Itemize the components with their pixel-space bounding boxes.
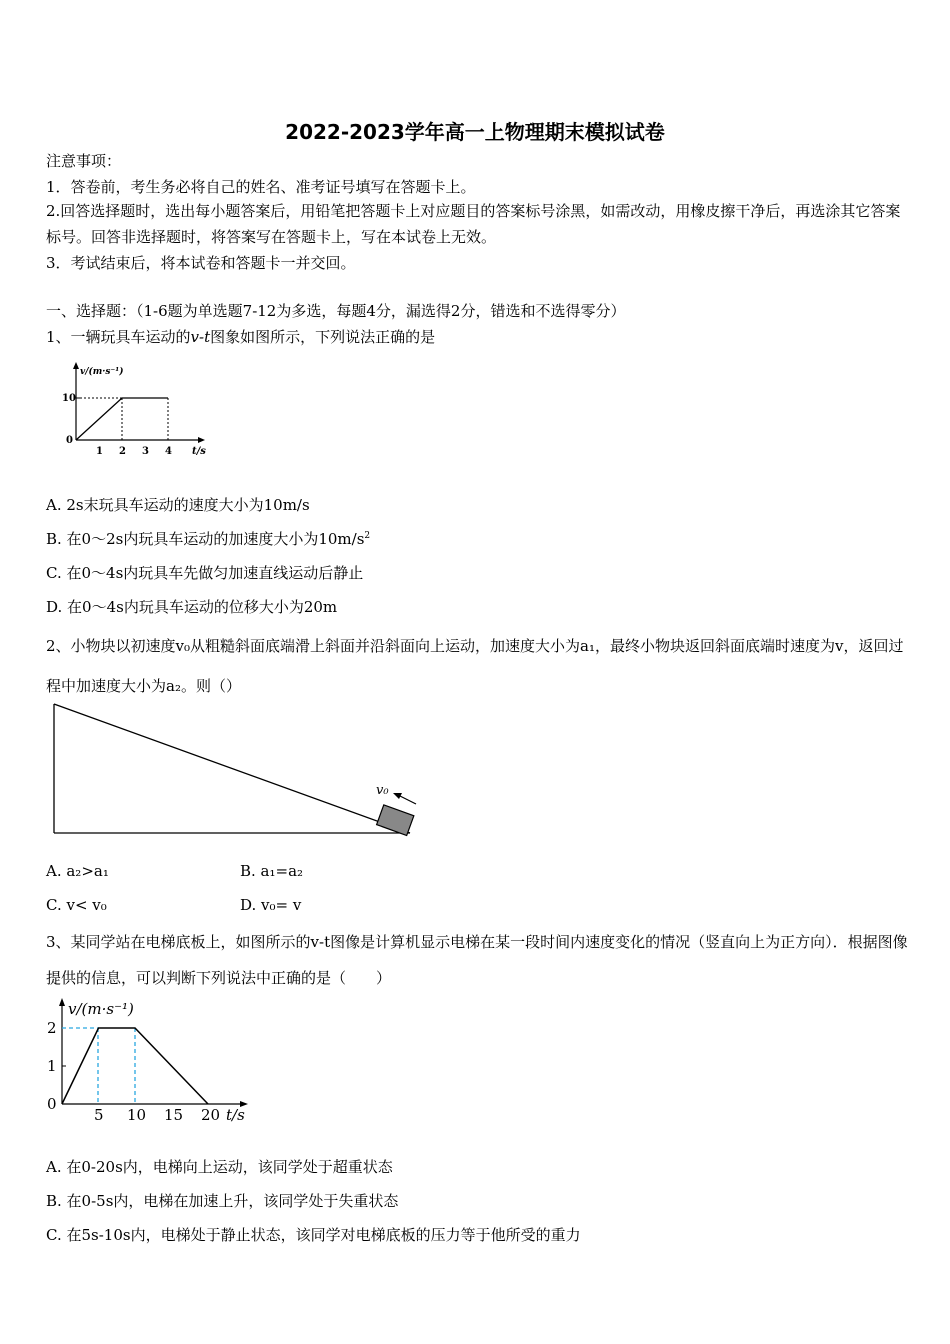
page-title: 2022-2023学年高一上物理期末模拟试卷 <box>285 120 665 144</box>
q3-y-arrow <box>59 998 65 1006</box>
sliding-block <box>377 805 414 836</box>
q1-option-d: D. 在0～4s内玩具车运动的位移大小为20m <box>46 598 338 616</box>
q3-x-tick-5: 5 <box>94 1106 104 1124</box>
q1-stem-suffix: 图象如图所示，下列说法正确的是 <box>210 328 436 346</box>
q2-incline-figure <box>52 700 422 840</box>
q1-x-tick-3: 3 <box>142 446 149 457</box>
q1-vt-graph <box>62 360 212 460</box>
notice-item-2: 2.回答选择题时，选出每小题答案后，用铅笔把答题卡上对应题目的答案标号涂黑，如需改动，用橡皮擦干净后，再选涂其它答案标号。回答非选择题时，将答案写在答题卡上，写在本试卷上无效。 <box>46 202 901 246</box>
q3-vt-graph <box>44 996 254 1126</box>
q3-x-tick-15: 15 <box>164 1106 184 1124</box>
q3-x-tick-10: 10 <box>127 1106 147 1124</box>
q1-option-b <box>46 528 370 549</box>
q1-y-tick-10: 10 <box>62 393 76 404</box>
q2-velocity-arrow <box>398 795 416 804</box>
incline-slope <box>54 704 410 833</box>
q3-y-tick-2: 2 <box>47 1019 57 1037</box>
notice-item-1: 1．答卷前，考生务必将自己的姓名、准考证号填写在答题卡上。 <box>46 178 476 196</box>
q1-option-b-text: B. 在0～2s内玩具车运动的加速度大小为10m/s <box>46 530 365 548</box>
q1-x-tick-1: 1 <box>96 446 103 457</box>
q1-option-c: C. 在0～4s内玩具车先做匀加速直线运动后静止 <box>46 564 364 582</box>
q1-ylabel: v/(m·s⁻¹) <box>80 367 124 377</box>
q3-y-tick-1: 1 <box>47 1057 57 1075</box>
q2-v0-label: v₀ <box>376 783 389 798</box>
q2-option-a: A. a₂>a₁ <box>46 862 109 880</box>
q3-y-tick-0: 0 <box>47 1095 57 1113</box>
q1-x-tick-2: 2 <box>119 446 126 457</box>
q1-stem-prefix: 1、一辆玩具车运动的 <box>46 328 191 346</box>
q1-stem-var: v-t <box>190 328 211 346</box>
q1-option-a: A. 2s末玩具车运动的速度大小为10m/s <box>46 496 310 514</box>
q1-y-arrow <box>73 362 79 369</box>
q2-option-b: B. a₁=a₂ <box>240 862 304 880</box>
q1-option-b-sup: 2 <box>364 531 371 541</box>
q3-x-tick-20: 20 <box>201 1106 221 1124</box>
q3-ylabel: v/(m·s⁻¹) <box>68 1000 134 1018</box>
notice-item-3: 3．考试结束后，将本试卷和答题卡一并交回。 <box>46 254 356 272</box>
q3-option-c: C. 在5s-10s内，电梯处于静止状态，该同学对电梯底板的压力等于他所受的重力 <box>46 1226 581 1244</box>
q3-option-b: B. 在0-5s内，电梯在加速上升，该同学处于失重状态 <box>46 1192 399 1210</box>
q2-option-d: D. v₀= v <box>240 896 302 914</box>
section-heading: 一、选择题：（1-6题为单选题7-12为多选，每题4分，漏选得2分，错选和不选得零分） <box>46 302 626 320</box>
q1-x-tick-4: 4 <box>165 446 172 457</box>
q3-stem: 3、某同学站在电梯底板上，如图所示的v-t图像是计算机显示电梯在某一段时间内速度变化的情况（竖直向上为正方向）．根据图像提供的信息，可以判断下列说法中正确的是（ ） <box>46 933 908 987</box>
q3-xlabel: t/s <box>226 1106 245 1124</box>
q3-option-a: A. 在0-20s内，电梯向上运动，该同学处于超重状态 <box>46 1158 393 1176</box>
q1-xlabel: t/s <box>192 446 206 457</box>
q1-stem <box>46 328 435 346</box>
q2-option-c: C. v< v₀ <box>46 896 107 914</box>
q1-x-arrow <box>198 437 205 443</box>
notice-heading: 注意事项： <box>46 152 122 170</box>
q1-origin: 0 <box>66 435 73 446</box>
q2-stem: 2、小物块以初速度v₀从粗糙斜面底端滑上斜面并沿斜面向上运动，加速度大小为a₁，最终小物块返回斜面底端时速度为v，返回过程中加速度大小为a₂。则（） <box>46 637 904 695</box>
